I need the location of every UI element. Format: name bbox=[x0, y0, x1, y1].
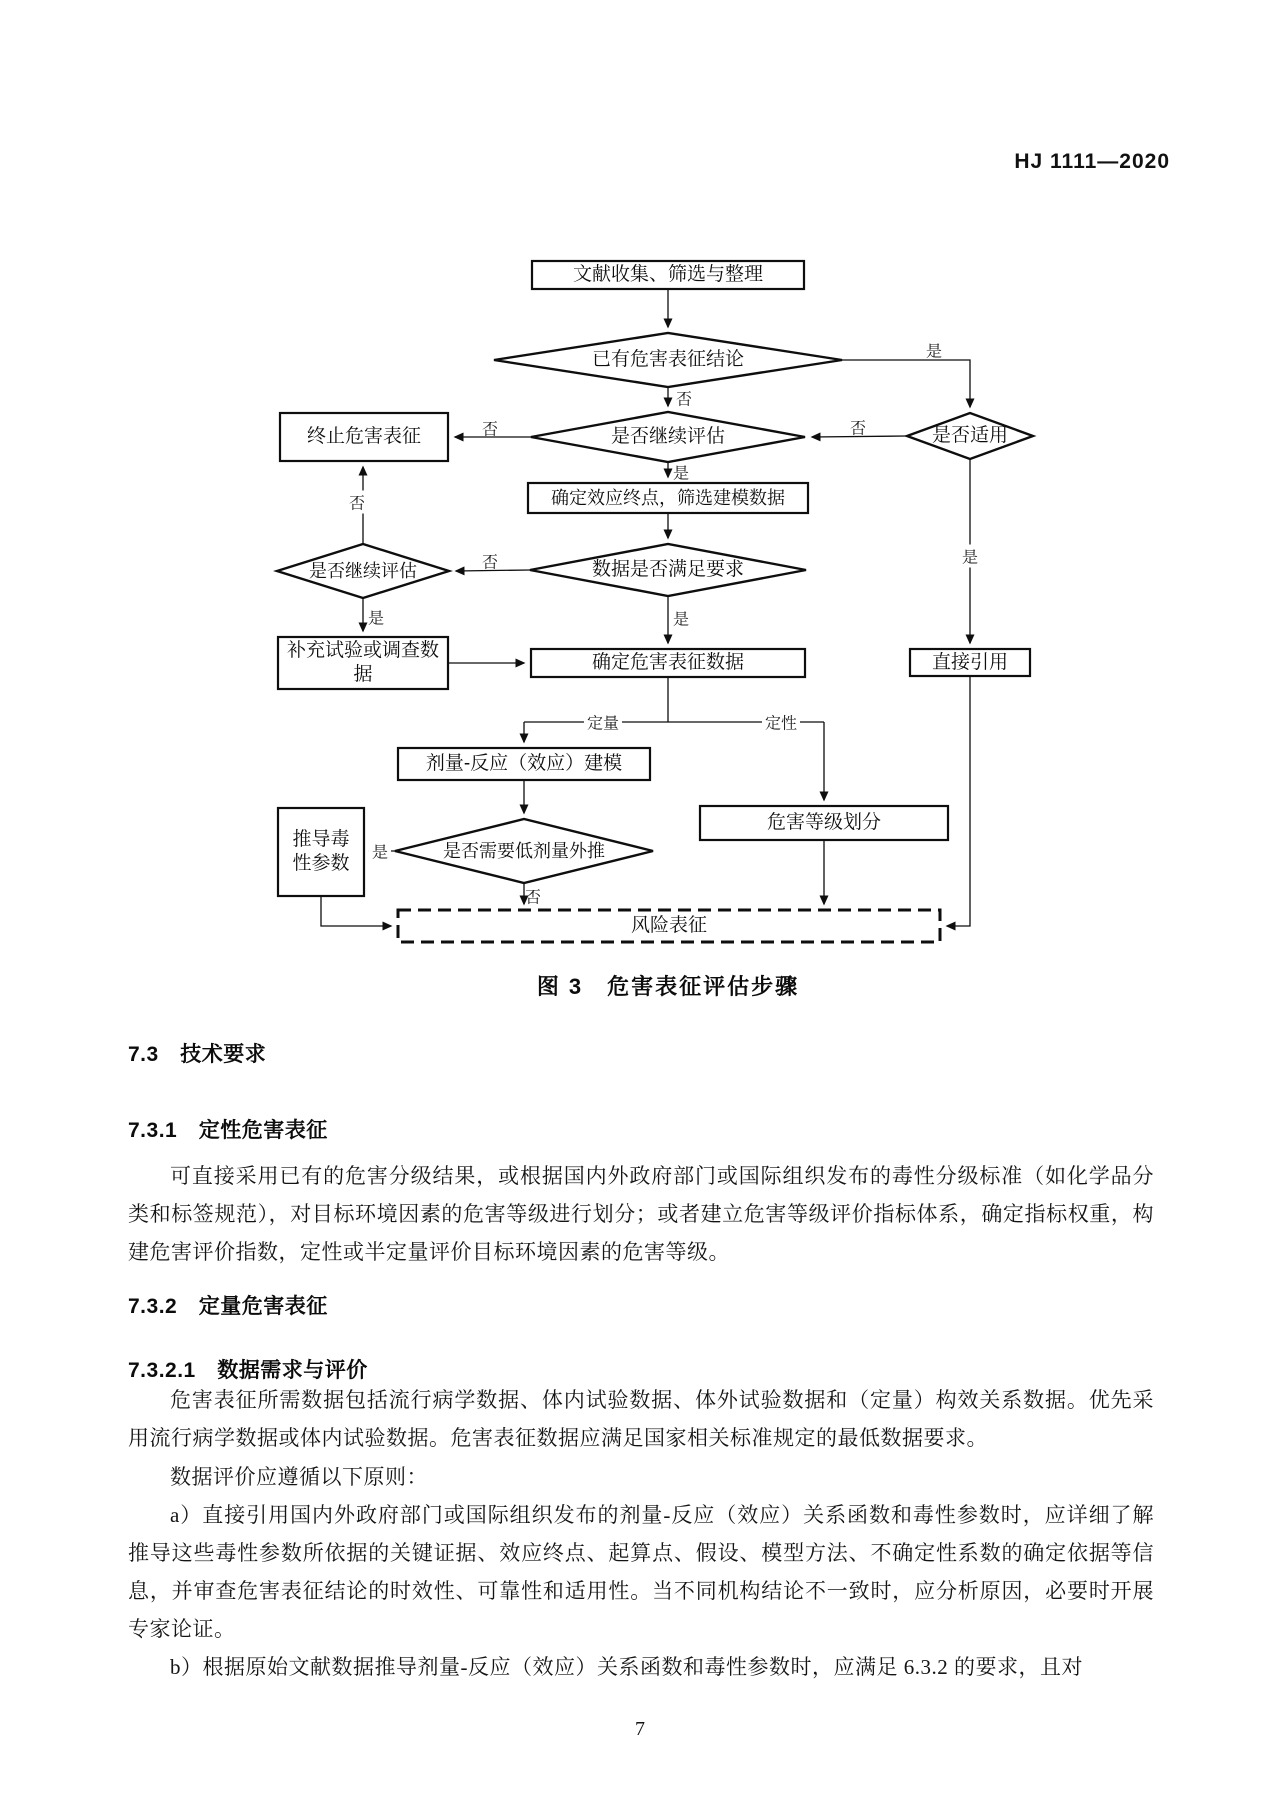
paragraph-7-3-1: 可直接采用已有的危害分级结果，或根据国内外政府部门或国际组织发布的毒性分级标准（如化学品分类和标签规范），对目标环境因素的危害等级进行划分；或者建立危害等级评价指标体系，确定指标权重，构建危害评价指数，定性或半定量评价目标环境因素的危害等级。 bbox=[128, 1164, 1154, 1264]
edge-label-yes: 是 bbox=[672, 611, 690, 629]
figure-caption: 图 3 危害表征评估步骤 bbox=[536, 974, 800, 999]
node-risk-characterization: 风险表征 bbox=[630, 915, 707, 937]
node-literature-collection: 文献收集、筛选与整理 bbox=[572, 264, 763, 286]
edge-label-no: 否 bbox=[481, 554, 499, 572]
node-derive-toxicity-params: 推导毒性参数 bbox=[292, 829, 350, 874]
node-continue-eval-1: 是否继续评估 bbox=[610, 426, 725, 448]
paragraph-data-requirements: 危害表征所需数据包括流行病学数据、体内试验数据、体外试验数据和（定量）构效关系数据。优先采用流行病学数据或体内试验数据。危害表征数据应满足国家相关标准规定的最低数据要求。 bbox=[128, 1388, 1154, 1450]
node-existing-conclusion: 已有危害表征结论 bbox=[591, 349, 744, 371]
edge-label-no: 否 bbox=[675, 391, 693, 409]
edge-label-no: 否 bbox=[481, 421, 499, 439]
node-terminate: 终止危害表征 bbox=[306, 426, 421, 448]
edge-label-yes: 是 bbox=[369, 840, 391, 863]
edge-label-yes: 是 bbox=[367, 610, 385, 628]
standard-number: HJ 1111—2020 bbox=[1014, 150, 1170, 173]
section-heading-7-3-1: 7.3.1 定性危害表征 bbox=[128, 1119, 328, 1142]
edge-label-no: 否 bbox=[346, 491, 368, 514]
node-endpoint-screening: 确定效应终点，筛选建模数据 bbox=[551, 487, 785, 508]
paragraph-principle-b: b）根据原始文献数据推导剂量-反应（效应）关系函数和毒性参数时，应满足 6.3.2 的要求，且对 bbox=[170, 1655, 1083, 1679]
node-determine-data: 确定危害表征数据 bbox=[591, 652, 744, 674]
node-supplement-data: 补充试验或调查数据 bbox=[286, 640, 439, 685]
edge-label-quantitative: 定量 bbox=[584, 711, 622, 734]
edge-label-yes: 是 bbox=[959, 545, 981, 568]
page-number: 7 bbox=[635, 1718, 645, 1740]
paragraph-principle-a: a）直接引用国内外政府部门或国际组织发布的剂量-反应（效应）关系函数和毒性参数时，应详细了解推导这些毒性参数所依据的关键证据、效应终点、起算点、假设、模型方法、不确定性系数的确定依据等信息，并审查危害表征结论的时效性、可靠性和适用性。当不同机构结论不一致时，应分析原因，必要时开展专家论证。 bbox=[128, 1503, 1154, 1641]
node-continue-eval-2: 是否继续评估 bbox=[309, 560, 417, 581]
node-hazard-classification: 危害等级划分 bbox=[766, 812, 881, 834]
node-data-meets-requirements: 数据是否满足要求 bbox=[591, 559, 744, 581]
paragraph-principles-intro: 数据评价应遵循以下原则： bbox=[170, 1465, 428, 1489]
node-dose-response-modeling: 剂量-反应（效应）建模 bbox=[425, 753, 623, 775]
section-heading-7-3-2-1: 7.3.2.1 数据需求与评价 bbox=[128, 1359, 368, 1382]
node-applicable: 是否适用 bbox=[931, 425, 1008, 447]
edge-label-no: 否 bbox=[849, 420, 867, 438]
edge-label-yes: 是 bbox=[925, 343, 943, 361]
edge-label-yes: 是 bbox=[672, 465, 690, 483]
section-heading-7-3: 7.3 技术要求 bbox=[128, 1043, 267, 1066]
edge-label-no: 否 bbox=[524, 889, 542, 907]
section-heading-7-3-2: 7.3.2 定量危害表征 bbox=[128, 1295, 328, 1318]
node-direct-citation: 直接引用 bbox=[931, 651, 1008, 673]
edge-label-qualitative: 定性 bbox=[762, 711, 800, 734]
node-low-dose-extrapolation: 是否需要低剂量外推 bbox=[443, 840, 605, 861]
